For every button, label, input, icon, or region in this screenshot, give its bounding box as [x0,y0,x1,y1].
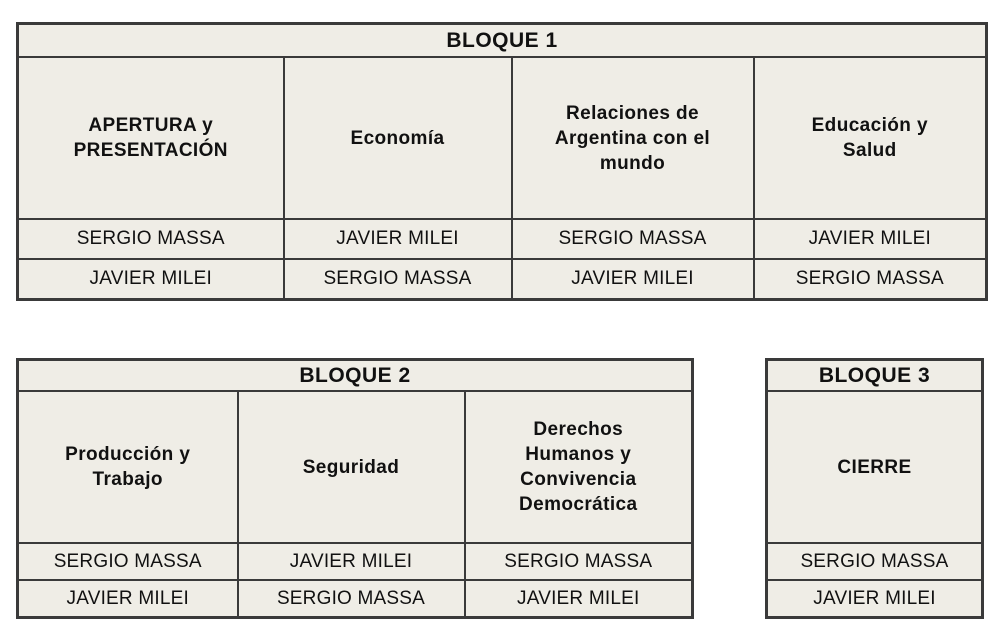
speaker-cell: JAVIER MILEI [512,259,754,300]
speaker-cell: JAVIER MILEI [465,580,693,618]
speaker-cell: SERGIO MASSA [284,259,512,300]
speaker-cell: SERGIO MASSA [18,219,284,259]
table-row [18,259,987,300]
topic-label: APERTURA y PRESENTACIÓN [73,115,228,161]
speaker-cell: SERGIO MASSA [754,259,987,300]
speaker-cell: JAVIER MILEI [18,259,284,300]
topic-label: Relaciones de Argentina con el mundo [554,102,711,174]
speaker-cell: JAVIER MILEI [18,580,238,618]
topic-derechos-humanos [465,391,693,543]
table-row [767,580,983,618]
table-row [18,219,987,259]
speaker-cell: SERGIO MASSA [465,543,693,580]
topic-apertura [18,57,284,219]
table-row [18,543,693,580]
topic-educacion [754,57,987,219]
topic-label: Educación y Salud [811,115,928,161]
bloque-1-table [16,22,988,301]
topic-economia [284,57,512,219]
speaker-cell: JAVIER MILEI [238,543,465,580]
topic-cierre [767,391,983,543]
speaker-cell: SERGIO MASSA [18,543,238,580]
speaker-cell: JAVIER MILEI [754,219,987,259]
topic-label: Derechos Humanos y Convivencia Democrática [519,419,638,515]
topic-label: Producción y Trabajo [65,444,191,490]
speaker-cell: SERGIO MASSA [512,219,754,259]
speaker-cell: JAVIER MILEI [284,219,512,259]
bloque-2-table [16,358,694,619]
speaker-cell: SERGIO MASSA [238,580,465,618]
bloque-2-title: BLOQUE 2 [18,360,693,392]
speaker-cell: JAVIER MILEI [767,580,983,618]
bloque-3-table [765,358,984,619]
topic-label: Seguridad [302,456,400,478]
bloque-1-title: BLOQUE 1 [18,24,987,58]
table-row [767,543,983,580]
topic-seguridad [238,391,465,543]
topic-relaciones [512,57,754,219]
topic-label: Economía [350,127,445,149]
speaker-cell: SERGIO MASSA [767,543,983,580]
topic-produccion [18,391,238,543]
topic-label: CIERRE [837,456,912,478]
table-row [18,580,693,618]
bloque-3-title: BLOQUE 3 [767,360,983,392]
